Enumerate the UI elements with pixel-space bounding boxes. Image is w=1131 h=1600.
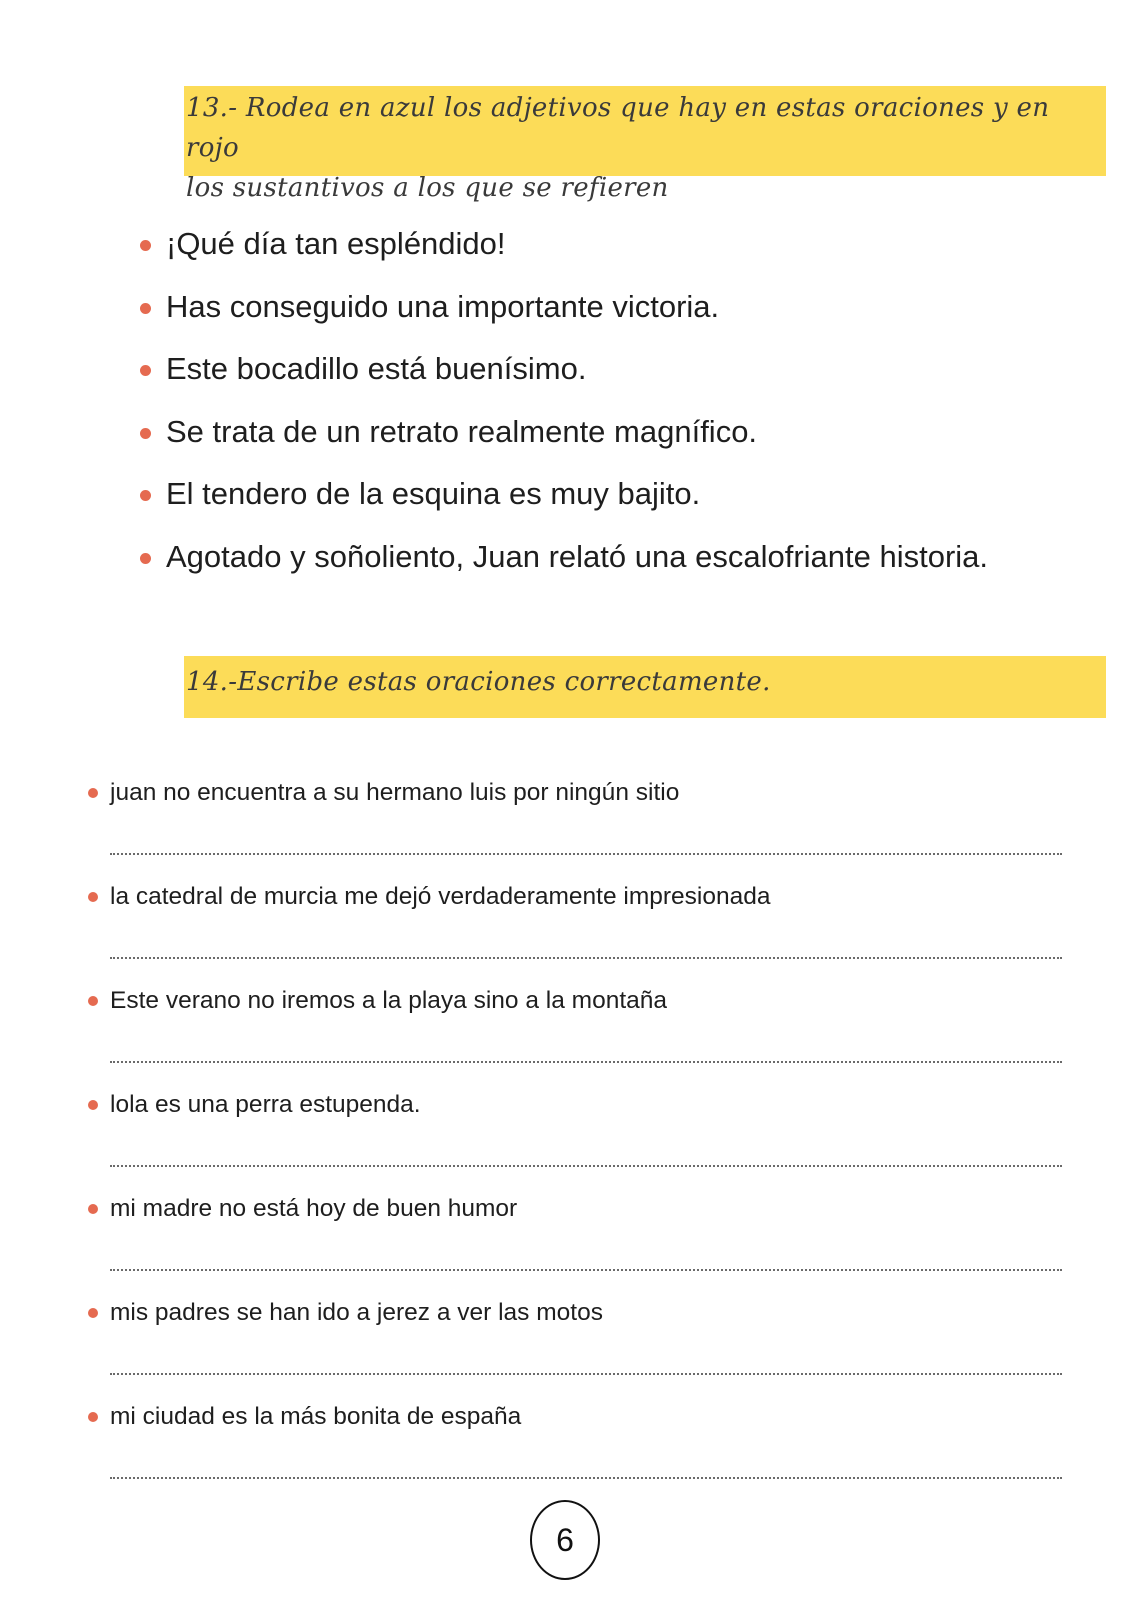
bullet-dot-icon — [140, 490, 151, 501]
page-number: 6 — [530, 1500, 600, 1580]
exercise-14-sentence-list — [86, 770, 1066, 1498]
exercise-14-sentence: mis padres se han ido a jerez a ver las motos — [110, 1299, 603, 1326]
answer-line[interactable] — [110, 853, 1062, 855]
exercise-13-sentence-text: Agotado y soñoliento, Juan relató una escalofriante historia. — [166, 538, 989, 574]
bullet-dot-icon — [140, 240, 151, 251]
answer-line[interactable] — [110, 1061, 1062, 1063]
bullet-dot-icon — [140, 428, 151, 439]
exercise-14-sentence: mi ciudad es la más bonita de españa — [110, 1403, 522, 1430]
bullet-dot-icon — [88, 892, 98, 902]
exercise-13-sentence-list — [140, 220, 988, 595]
exercise-13-sentence-text: El tendero de la esquina es muy bajito. — [166, 476, 701, 511]
exercise-14-sentence: lola es una perra estupenda. — [110, 1091, 421, 1118]
bullet-dot-icon — [140, 365, 151, 376]
bullet-dot-icon — [88, 1308, 98, 1318]
exercise-14-sentence: Este verano no iremos a la playa sino a la montaña — [110, 987, 668, 1014]
exercise-13-sentence — [140, 470, 988, 533]
exercise-14-item — [86, 1394, 1066, 1498]
exercise-13-sentence — [140, 283, 988, 346]
answer-line[interactable] — [110, 1477, 1062, 1479]
exercise-14-item — [86, 1082, 1066, 1186]
answer-line[interactable] — [110, 1165, 1062, 1167]
exercise-13-sentence-text: ¡Qué día tan espléndido! — [166, 226, 506, 261]
exercise-13-instruction-line-1: 13.- Rodea en azul los adjetivos que hay en estas oraciones y en rojo — [186, 93, 1050, 163]
exercise-14-item — [86, 978, 1066, 1082]
exercise-14-instruction: 14.-Escribe estas oraciones correctamente. — [186, 667, 771, 697]
bullet-dot-icon — [88, 996, 98, 1006]
exercise-14-sentence: la catedral de murcia me dejó verdaderamente impresionada — [110, 883, 771, 910]
exercise-14-sentence: mi madre no está hoy de buen humor — [110, 1195, 518, 1222]
bullet-dot-icon — [88, 1100, 98, 1110]
exercise-14-instruction-banner — [184, 656, 1106, 718]
exercise-13-sentence-text: Se trata de un retrato realmente magnífico. — [166, 413, 758, 449]
answer-line[interactable] — [110, 1269, 1062, 1271]
bullet-dot-icon — [88, 788, 98, 798]
bullet-dot-icon — [140, 303, 151, 314]
exercise-14-item — [86, 770, 1066, 874]
exercise-14-sentence: juan no encuentra a su hermano luis por ningún sitio — [110, 779, 680, 806]
exercise-13-instruction-banner — [184, 86, 1106, 203]
exercise-13-sentence — [140, 408, 988, 471]
exercise-13-instruction-line-2: los sustantivos a los que se refieren — [186, 173, 669, 203]
exercise-14-item — [86, 874, 1066, 978]
exercise-13-sentence — [140, 533, 988, 596]
bullet-dot-icon — [88, 1204, 98, 1214]
exercise-13-sentence-text: Has conseguido una importante victoria. — [166, 288, 720, 324]
exercise-13-instruction — [184, 86, 1106, 208]
exercise-13-sentence — [140, 220, 988, 283]
answer-line[interactable] — [110, 957, 1062, 959]
exercise-14-item — [86, 1186, 1066, 1290]
bullet-dot-icon — [140, 553, 151, 564]
bullet-dot-icon — [88, 1412, 98, 1422]
exercise-13-sentence — [140, 345, 988, 408]
exercise-14-item — [86, 1290, 1066, 1394]
exercise-13-sentence-text: Este bocadillo está buenísimo. — [166, 351, 587, 386]
answer-line[interactable] — [110, 1373, 1062, 1375]
